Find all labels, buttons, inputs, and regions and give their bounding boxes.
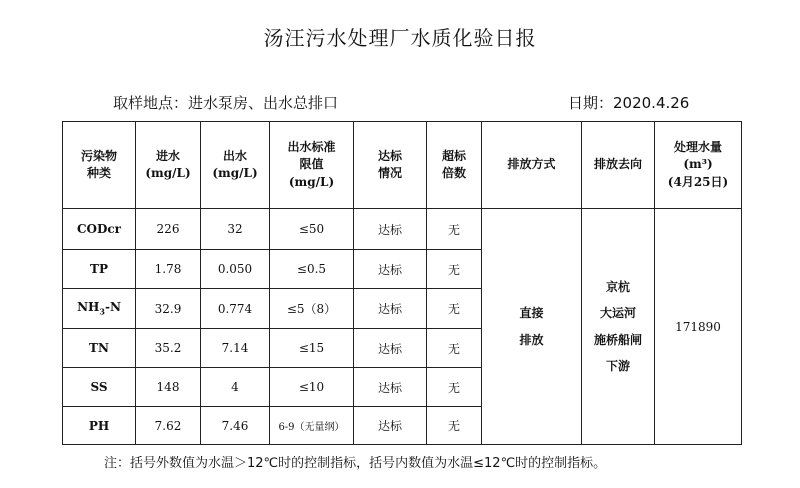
limit-value: ≤5（8） — [270, 289, 354, 329]
header-method: 排放方式 — [482, 122, 582, 209]
outflow-value: 4 — [201, 368, 270, 407]
limit-value: ≤0.5 — [270, 250, 354, 289]
treated-volume: 171890 — [655, 209, 742, 445]
inflow-value: 7.62 — [136, 407, 201, 445]
header-exceed: 超标 倍数 — [427, 122, 482, 209]
status-value: 达标 — [354, 368, 427, 407]
header-inflow: 进水 (mg/L) — [136, 122, 201, 209]
outflow-value: 0.050 — [201, 250, 270, 289]
header-limit: 出水标准 限值 (mg/L) — [270, 122, 354, 209]
status-value: 达标 — [354, 329, 427, 368]
status-value: 达标 — [354, 289, 427, 329]
inflow-value: 35.2 — [136, 329, 201, 368]
status-value: 达标 — [354, 250, 427, 289]
exceed-value: 无 — [427, 250, 482, 289]
status-value: 达标 — [354, 209, 427, 250]
report-title: 汤汪污水处理厂水质化验日报 — [263, 26, 537, 50]
pollutant-name: SS — [63, 368, 136, 407]
inflow-value: 226 — [136, 209, 201, 250]
limit-value: ≤50 — [270, 209, 354, 250]
header-status: 达标 情况 — [354, 122, 427, 209]
inflow-value: 32.9 — [136, 289, 201, 329]
header-pollutant: 污染物 种类 — [63, 122, 136, 209]
outflow-value: 32 — [201, 209, 270, 250]
discharge-method: 直接 排放 — [482, 209, 582, 445]
pollutant-name: CODcr — [63, 209, 136, 250]
limit-value: ≤10 — [270, 368, 354, 407]
report-date: 日期：2020.4.26 — [568, 94, 690, 112]
exceed-value: 无 — [427, 209, 482, 250]
pollutant-name: PH — [63, 407, 136, 445]
table-row — [63, 209, 742, 250]
exceed-value: 无 — [427, 289, 482, 329]
inflow-value: 1.78 — [136, 250, 201, 289]
header-row — [63, 122, 742, 209]
pollutant-name: TN — [63, 329, 136, 368]
limit-value: ≤15 — [270, 329, 354, 368]
discharge-destination: 京杭 大运河 施桥船闸 下游 — [582, 209, 655, 445]
exceed-value: 无 — [427, 329, 482, 368]
limit-value: 6-9（无量纲） — [270, 407, 354, 445]
outflow-value: 7.14 — [201, 329, 270, 368]
header-destination: 排放去向 — [582, 122, 655, 209]
water-quality-table — [62, 121, 742, 445]
exceed-value: 无 — [427, 407, 482, 445]
pollutant-name: TP — [63, 250, 136, 289]
exceed-value: 无 — [427, 368, 482, 407]
header-volume: 处理水量 (m³) (4月25日) — [655, 122, 742, 209]
sampling-location: 取样地点：进水泵房、出水总排口 — [113, 94, 339, 112]
header-outflow: 出水 (mg/L) — [201, 122, 270, 209]
outflow-value: 0.774 — [201, 289, 270, 329]
footnote: 注：括号外数值为水温＞12℃时的控制指标，括号内数值为水温≤12℃时的控制指标。 — [104, 456, 607, 471]
outflow-value: 7.46 — [201, 407, 270, 445]
inflow-value: 148 — [136, 368, 201, 407]
status-value: 达标 — [354, 407, 427, 445]
pollutant-name: $NH_3-N$ — [63, 289, 136, 329]
